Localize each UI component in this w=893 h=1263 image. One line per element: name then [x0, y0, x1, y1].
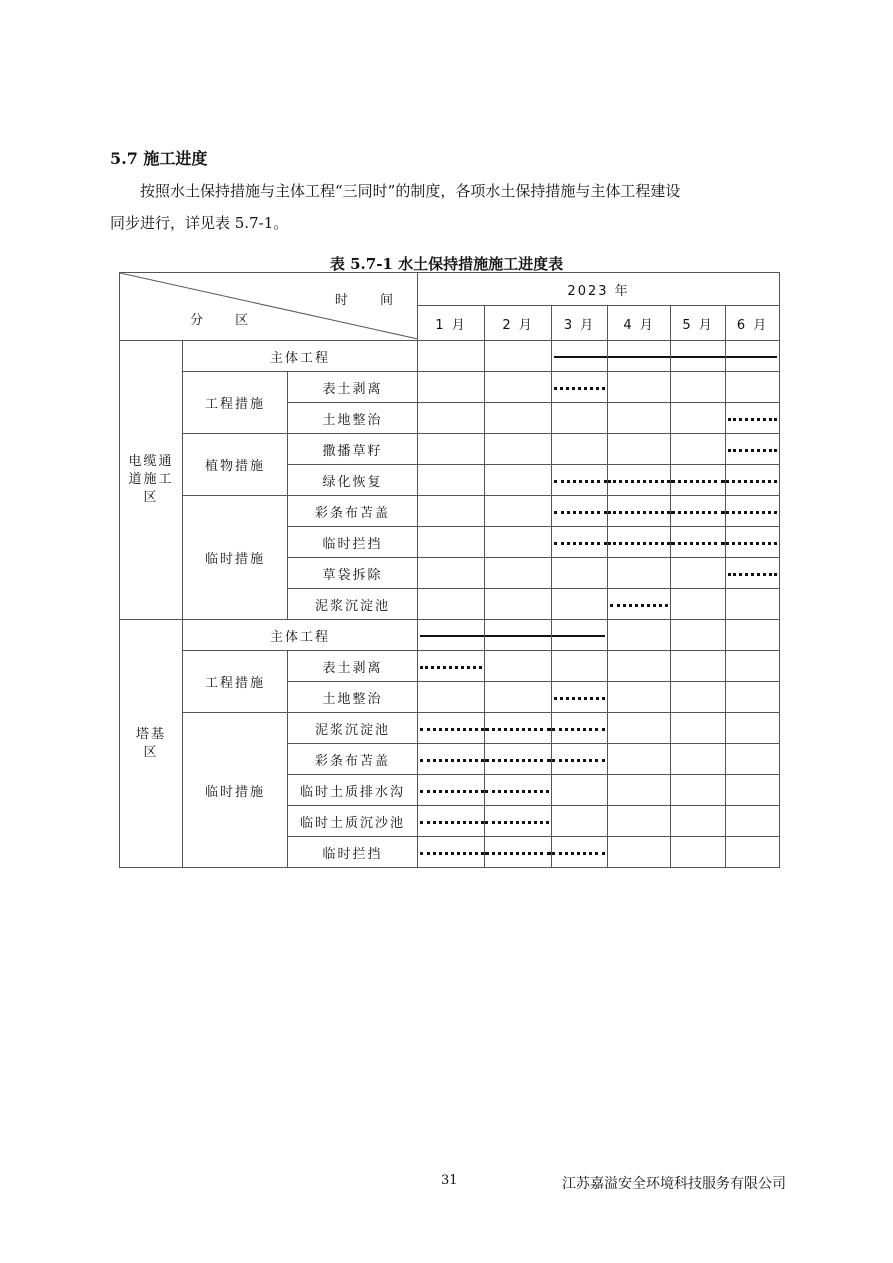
schedule-table — [119, 272, 780, 868]
month-cell — [608, 558, 671, 589]
month-cell — [671, 837, 726, 868]
header-zone-label: 分 区 — [190, 313, 263, 328]
month-cell — [608, 713, 671, 744]
schedule-bar-dotted — [671, 511, 725, 514]
month-cell — [485, 806, 552, 837]
month-header: 4 月 — [608, 306, 671, 341]
schedule-bar-dotted — [671, 480, 725, 483]
schedule-bar-dotted — [608, 542, 670, 545]
schedule-bar-solid — [552, 635, 605, 637]
item-cell: 临时拦挡 — [288, 837, 418, 868]
group-cell: 植物措施 — [183, 434, 288, 496]
schedule-bar-dotted — [554, 480, 607, 483]
schedule-bar-dotted — [554, 387, 605, 390]
month-cell — [671, 465, 726, 496]
table-row — [120, 620, 780, 651]
item-cell: 草袋拆除 — [288, 558, 418, 589]
month-cell — [608, 403, 671, 434]
month-cell — [485, 527, 552, 558]
month-header: 6 月 — [726, 306, 780, 341]
month-cell — [671, 682, 726, 713]
month-cell — [552, 620, 608, 651]
month-cell — [608, 806, 671, 837]
month-header: 1 月 — [418, 306, 485, 341]
schedule-bar-dotted — [552, 759, 605, 762]
month-cell — [608, 837, 671, 868]
schedule-bar-dotted — [728, 573, 777, 576]
schedule-bar-dotted — [726, 542, 777, 545]
page-number: 31 — [441, 1173, 458, 1188]
schedule-bar-dotted — [608, 480, 670, 483]
schedule-bar-dotted — [728, 418, 777, 421]
month-cell — [485, 744, 552, 775]
group-cell: 临时措施 — [183, 713, 288, 868]
month-cell — [485, 713, 552, 744]
month-cell — [485, 434, 552, 465]
item-cell: 临时土质排水沟 — [288, 775, 418, 806]
item-cell: 彩条布苫盖 — [288, 496, 418, 527]
schedule-bar-dotted — [552, 728, 605, 731]
month-cell — [671, 496, 726, 527]
schedule-bar-dotted — [608, 511, 670, 514]
month-cell — [418, 744, 485, 775]
month-cell — [671, 806, 726, 837]
item-cell: 泥浆沉淀池 — [288, 713, 418, 744]
table-row — [120, 341, 780, 372]
schedule-bar-dotted — [420, 790, 484, 793]
month-cell — [552, 496, 608, 527]
month-cell — [418, 558, 485, 589]
schedule-bar-dotted — [554, 511, 607, 514]
month-cell — [726, 558, 780, 589]
table-row — [120, 713, 780, 744]
schedule-bar-dotted — [726, 511, 777, 514]
month-cell — [552, 341, 608, 372]
month-cell — [726, 744, 780, 775]
item-cell: 绿化恢复 — [288, 465, 418, 496]
schedule-bar-dotted — [420, 852, 484, 855]
month-cell — [485, 651, 552, 682]
schedule-bar-dotted — [420, 666, 482, 669]
month-header: 2 月 — [485, 306, 552, 341]
month-cell — [608, 682, 671, 713]
month-cell — [671, 372, 726, 403]
month-cell — [485, 837, 552, 868]
item-cell: 彩条布苫盖 — [288, 744, 418, 775]
month-cell — [552, 372, 608, 403]
month-cell — [418, 837, 485, 868]
year-header: 2023 年 — [418, 273, 780, 306]
month-cell — [726, 341, 780, 372]
month-cell — [418, 527, 485, 558]
month-cell — [608, 341, 671, 372]
schedule-bar-dotted — [485, 759, 551, 762]
month-cell — [418, 713, 485, 744]
month-cell — [418, 589, 485, 620]
month-cell — [608, 434, 671, 465]
schedule-bar-dotted — [485, 821, 549, 824]
month-cell — [485, 403, 552, 434]
table-row — [120, 496, 780, 527]
month-cell — [671, 341, 726, 372]
schedule-bar-dotted — [485, 790, 549, 793]
item-cell: 主体工程 — [183, 620, 418, 651]
month-cell — [671, 620, 726, 651]
month-cell — [418, 806, 485, 837]
month-cell — [552, 434, 608, 465]
month-cell — [485, 465, 552, 496]
month-cell — [485, 558, 552, 589]
zone-name-line: 区 — [143, 744, 159, 760]
month-cell — [726, 434, 780, 465]
month-cell — [726, 527, 780, 558]
zone-cell — [120, 341, 183, 620]
month-cell — [608, 620, 671, 651]
header-time-label: 时 间 — [334, 293, 408, 308]
month-cell — [418, 775, 485, 806]
month-cell — [418, 434, 485, 465]
schedule-bar-dotted — [485, 728, 551, 731]
item-cell: 表土剥离 — [288, 651, 418, 682]
item-cell: 临时拦挡 — [288, 527, 418, 558]
schedule-bar-dotted — [552, 852, 605, 855]
month-cell — [726, 496, 780, 527]
schedule-bar-solid — [485, 635, 551, 637]
month-cell — [608, 775, 671, 806]
schedule-bar-dotted — [554, 542, 607, 545]
schedule-bar-solid — [608, 356, 670, 358]
table-row — [120, 434, 780, 465]
month-cell — [418, 372, 485, 403]
item-cell: 临时土质沉沙池 — [288, 806, 418, 837]
month-cell — [671, 403, 726, 434]
table-caption: 表 5.7-1 水土保持措施施工进度表 — [329, 255, 564, 273]
month-cell — [552, 527, 608, 558]
month-cell — [726, 775, 780, 806]
month-cell — [608, 496, 671, 527]
month-cell — [608, 744, 671, 775]
schedule-bar-dotted — [554, 697, 605, 700]
section-heading: 5.7 施工进度 — [110, 149, 208, 168]
schedule-bar-solid — [554, 356, 607, 358]
month-cell — [418, 403, 485, 434]
schedule-bar-dotted — [485, 852, 551, 855]
company-name: 江苏嘉溢安全环境科技服务有限公司 — [562, 1176, 786, 1192]
month-cell — [485, 372, 552, 403]
month-cell — [418, 682, 485, 713]
month-cell — [485, 341, 552, 372]
paragraph-line-2: 同步进行，详见表 5.7-1。 — [110, 214, 289, 232]
schedule-bar-dotted — [610, 604, 668, 607]
month-cell — [485, 620, 552, 651]
month-cell — [552, 465, 608, 496]
month-cell — [726, 403, 780, 434]
table-row — [120, 651, 780, 682]
item-cell: 泥浆沉淀池 — [288, 589, 418, 620]
month-cell — [671, 713, 726, 744]
month-cell — [418, 651, 485, 682]
month-cell — [418, 496, 485, 527]
schedule-bar-dotted — [728, 449, 777, 452]
month-cell — [485, 589, 552, 620]
item-cell: 土地整治 — [288, 682, 418, 713]
month-cell — [552, 403, 608, 434]
month-cell — [418, 465, 485, 496]
item-cell: 土地整治 — [288, 403, 418, 434]
paragraph-line-1: 按照水土保持措施与主体工程“三同时”的制度，各项水土保持措施与主体工程建设 — [140, 182, 681, 200]
month-cell — [608, 589, 671, 620]
month-cell — [726, 713, 780, 744]
schedule-bar-solid — [420, 635, 484, 637]
month-cell — [726, 372, 780, 403]
month-cell — [726, 806, 780, 837]
month-header: 3 月 — [552, 306, 608, 341]
month-cell — [726, 620, 780, 651]
month-cell — [552, 558, 608, 589]
item-cell: 撒播草籽 — [288, 434, 418, 465]
item-cell: 表土剥离 — [288, 372, 418, 403]
month-cell — [418, 620, 485, 651]
month-cell — [608, 465, 671, 496]
diagonal-header-cell — [120, 273, 418, 341]
month-cell — [485, 496, 552, 527]
zone-name-line: 道施工 — [128, 472, 174, 487]
month-cell — [485, 775, 552, 806]
schedule-bar-dotted — [420, 728, 484, 731]
schedule-bar-dotted — [420, 821, 484, 824]
month-cell — [552, 837, 608, 868]
schedule-bar-dotted — [726, 480, 777, 483]
month-cell — [671, 651, 726, 682]
month-cell — [552, 682, 608, 713]
month-header: 5 月 — [671, 306, 726, 341]
month-cell — [552, 713, 608, 744]
month-cell — [671, 558, 726, 589]
month-cell — [552, 651, 608, 682]
month-cell — [726, 837, 780, 868]
schedule-bar-solid — [726, 356, 777, 358]
group-cell: 工程措施 — [183, 372, 288, 434]
zone-name-line: 塔基 — [135, 726, 166, 742]
group-cell: 工程措施 — [183, 651, 288, 713]
month-cell — [671, 527, 726, 558]
zone-name-line: 区 — [143, 490, 159, 505]
schedule-bar-solid — [671, 356, 725, 358]
zone-cell — [120, 620, 183, 868]
month-cell — [726, 589, 780, 620]
schedule-bar-dotted — [671, 542, 725, 545]
month-cell — [552, 589, 608, 620]
month-cell — [726, 682, 780, 713]
month-cell — [552, 775, 608, 806]
month-cell — [552, 806, 608, 837]
schedule-bar-dotted — [420, 759, 484, 762]
month-cell — [552, 744, 608, 775]
month-cell — [608, 651, 671, 682]
month-cell — [671, 744, 726, 775]
month-cell — [726, 465, 780, 496]
month-cell — [418, 341, 485, 372]
table-row — [120, 372, 780, 403]
group-cell: 临时措施 — [183, 496, 288, 620]
month-cell — [726, 651, 780, 682]
month-cell — [671, 434, 726, 465]
month-cell — [608, 527, 671, 558]
zone-name-line: 电缆通 — [128, 454, 174, 469]
item-cell: 主体工程 — [183, 341, 418, 372]
month-cell — [671, 589, 726, 620]
month-cell — [485, 682, 552, 713]
month-cell — [671, 775, 726, 806]
month-cell — [608, 372, 671, 403]
